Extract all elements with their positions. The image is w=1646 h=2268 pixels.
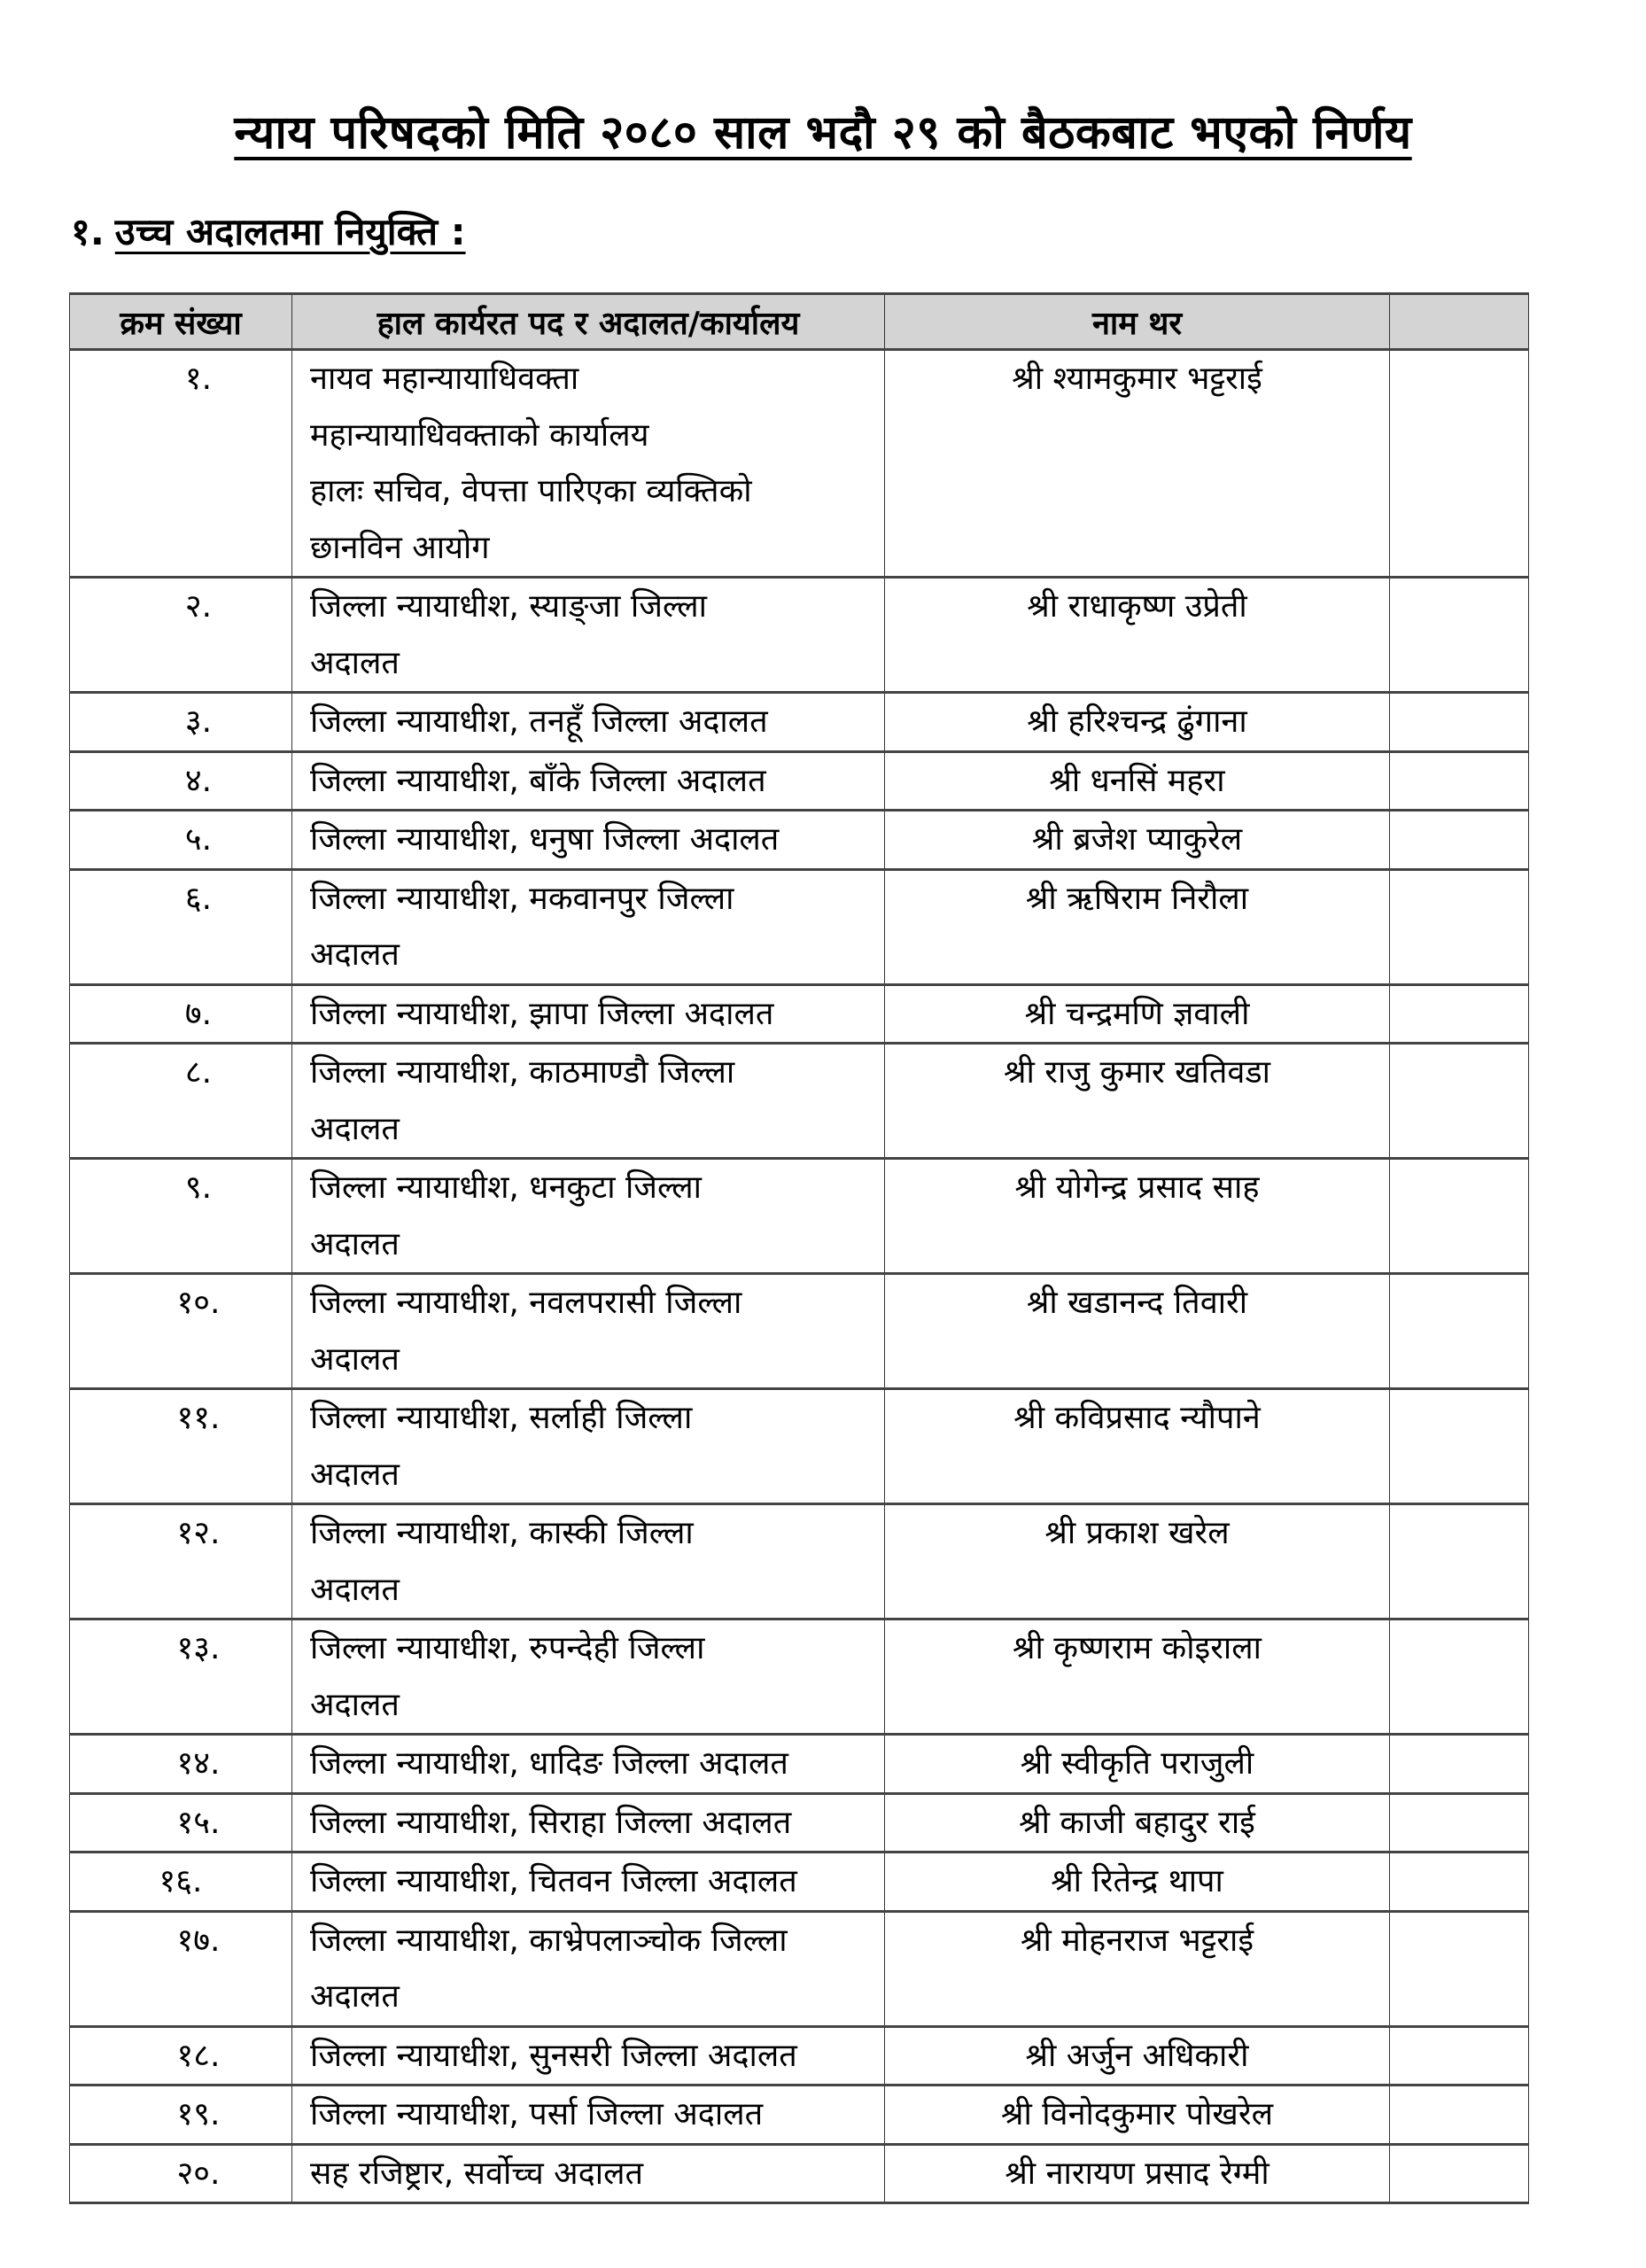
position-line: जिल्ला न्यायाधीश, सर्लाही जिल्ला bbox=[310, 1400, 693, 1436]
position-cell bbox=[292, 869, 885, 984]
serial-number: २. bbox=[70, 578, 292, 693]
table-row bbox=[70, 1159, 1529, 1274]
position-line: छानविन आयोग bbox=[310, 529, 490, 566]
position-cell bbox=[292, 1735, 885, 1794]
position-cell bbox=[292, 751, 885, 811]
position-cell bbox=[292, 1044, 885, 1159]
table-body bbox=[70, 350, 1529, 2203]
position-line: अदालत bbox=[310, 1225, 400, 1262]
table-row bbox=[70, 1504, 1529, 1619]
serial-number: २०. bbox=[70, 2144, 292, 2203]
document-title bbox=[0, 99, 1646, 162]
serial-number: ४. bbox=[70, 751, 292, 811]
remarks-cell bbox=[1390, 2085, 1529, 2145]
table-row bbox=[70, 1274, 1529, 1389]
position-cell bbox=[292, 1793, 885, 1852]
remarks-cell bbox=[1390, 1159, 1529, 1274]
serial-number: ९. bbox=[70, 1159, 292, 1274]
position-line: नायव महान्यायाधिवक्ता bbox=[310, 361, 579, 397]
position-cell bbox=[292, 1911, 885, 2026]
remarks-cell bbox=[1390, 811, 1529, 870]
position-line: अदालत bbox=[310, 1456, 400, 1493]
person-name: श्री विनोदकुमार पोखरेल bbox=[885, 2085, 1390, 2145]
position-cell bbox=[292, 1159, 885, 1274]
remarks-cell bbox=[1390, 1911, 1529, 2026]
person-name: श्री ब्रजेश प्याकुरेल bbox=[885, 811, 1390, 870]
table-row bbox=[70, 1852, 1529, 1912]
position-cell bbox=[292, 578, 885, 693]
table-row bbox=[70, 984, 1529, 1044]
remarks-cell bbox=[1390, 751, 1529, 811]
table-row bbox=[70, 751, 1529, 811]
table-row bbox=[70, 1619, 1529, 1735]
position-line: जिल्ला न्यायाधीश, नवलपरासी जिल्ला bbox=[310, 1285, 742, 1321]
header-name: नाम थर bbox=[885, 294, 1390, 350]
serial-number: १. bbox=[70, 350, 292, 578]
position-line: जिल्ला न्यायाधीश, धनुषा जिल्ला अदालत bbox=[310, 821, 780, 858]
position-cell bbox=[292, 2144, 885, 2203]
position-cell bbox=[292, 1274, 885, 1389]
person-name: श्री योगेन्द्र प्रसाद साह bbox=[885, 1159, 1390, 1274]
table-row bbox=[70, 350, 1529, 578]
position-cell bbox=[292, 1389, 885, 1504]
header-remarks bbox=[1390, 294, 1529, 350]
person-name: श्री ऋषिराम निरौला bbox=[885, 869, 1390, 984]
position-cell bbox=[292, 811, 885, 870]
position-line: अदालत bbox=[310, 1340, 400, 1378]
person-name: श्री हरिश्चन्द्र ढुंगाना bbox=[885, 693, 1390, 752]
remarks-cell bbox=[1390, 1619, 1529, 1735]
serial-number: १६. bbox=[70, 1852, 292, 1912]
serial-number: ७. bbox=[70, 984, 292, 1044]
header-position: हाल कार्यरत पद र अदालत/कार्यालय bbox=[292, 294, 885, 350]
position-line: जिल्ला न्यायाधीश, स्याङ्जा जिल्ला bbox=[310, 588, 707, 625]
position-line: जिल्ला न्यायाधीश, चितवन जिल्ला अदालत bbox=[310, 1863, 797, 1899]
table-row bbox=[70, 1389, 1529, 1504]
position-line: जिल्ला न्यायाधीश, कास्की जिल्ला bbox=[310, 1515, 694, 1551]
position-line: सह रजिष्ट्रार, सर्वोच्च अदालत bbox=[310, 2155, 644, 2192]
document-title-text: न्याय परिषदको मिति २०८० साल भदौ २९ को बैठकबाट भएको निर्णय bbox=[234, 106, 1412, 159]
serial-number: १८. bbox=[70, 2026, 292, 2085]
remarks-cell bbox=[1390, 984, 1529, 1044]
position-line: अदालत bbox=[310, 1686, 400, 1723]
position-line: जिल्ला न्यायाधीश, रुपन्देही जिल्ला bbox=[310, 1630, 705, 1666]
section-heading-text: उच्च अदालतमा नियुक्ति : bbox=[114, 210, 466, 253]
table-row bbox=[70, 2026, 1529, 2085]
serial-number: ५. bbox=[70, 811, 292, 870]
position-line: अदालत bbox=[310, 1110, 400, 1147]
remarks-cell bbox=[1390, 1044, 1529, 1159]
table-row bbox=[70, 869, 1529, 984]
remarks-cell bbox=[1390, 693, 1529, 752]
section-heading bbox=[71, 206, 466, 256]
remarks-cell bbox=[1390, 1852, 1529, 1912]
remarks-cell bbox=[1390, 1735, 1529, 1794]
serial-number: १४. bbox=[70, 1735, 292, 1794]
position-line: जिल्ला न्यायाधीश, धादिङ जिल्ला अदालत bbox=[310, 1745, 788, 1782]
serial-number: ३. bbox=[70, 693, 292, 752]
table-row bbox=[70, 2085, 1529, 2145]
table-row bbox=[70, 693, 1529, 752]
remarks-cell bbox=[1390, 1389, 1529, 1504]
position-cell bbox=[292, 984, 885, 1044]
person-name: श्री मोहनराज भट्टराई bbox=[885, 1911, 1390, 2026]
person-name: श्री राजु कुमार खतिवडा bbox=[885, 1044, 1390, 1159]
position-line: महान्यायाधिवक्ताको कार्यालय bbox=[310, 416, 649, 454]
position-cell bbox=[292, 1852, 885, 1912]
person-name: श्री नारायण प्रसाद रेग्मी bbox=[885, 2144, 1390, 2203]
remarks-cell bbox=[1390, 2026, 1529, 2085]
appointments-table bbox=[69, 292, 1529, 2204]
serial-number: १५. bbox=[70, 1793, 292, 1852]
position-line: अदालत bbox=[310, 1978, 400, 2015]
position-line: अदालत bbox=[310, 1571, 400, 1608]
table-row bbox=[70, 578, 1529, 693]
section-number: १. bbox=[71, 210, 105, 253]
serial-number: १७. bbox=[70, 1911, 292, 2026]
serial-number: १२. bbox=[70, 1504, 292, 1619]
position-line: जिल्ला न्यायाधीश, मकवानपुर जिल्ला bbox=[310, 880, 734, 917]
serial-number: १९. bbox=[70, 2085, 292, 2145]
remarks-cell bbox=[1390, 578, 1529, 693]
person-name: श्री खडानन्द तिवारी bbox=[885, 1274, 1390, 1389]
table-row bbox=[70, 811, 1529, 870]
position-line: अदालत bbox=[310, 644, 400, 681]
position-line: जिल्ला न्यायाधीश, धनकुटा जिल्ला bbox=[310, 1169, 702, 1206]
table-header-row bbox=[70, 294, 1529, 350]
person-name: श्री राधाकृष्ण उप्रेती bbox=[885, 578, 1390, 693]
person-name: श्री प्रकाश खरेल bbox=[885, 1504, 1390, 1619]
position-line: जिल्ला न्यायाधीश, झापा जिल्ला अदालत bbox=[310, 995, 774, 1032]
table-row bbox=[70, 1911, 1529, 2026]
person-name: श्री अर्जुन अधिकारी bbox=[885, 2026, 1390, 2085]
position-line: जिल्ला न्यायाधीश, काभ्रेपलाञ्चोक जिल्ला bbox=[310, 1922, 788, 1959]
position-cell bbox=[292, 693, 885, 752]
person-name: श्री धनसिं महरा bbox=[885, 751, 1390, 811]
remarks-cell bbox=[1390, 1274, 1529, 1389]
header-serial: क्रम संख्या bbox=[70, 294, 292, 350]
position-cell bbox=[292, 2026, 885, 2085]
remarks-cell bbox=[1390, 869, 1529, 984]
position-line: जिल्ला न्यायाधीश, सिराहा जिल्ला अदालत bbox=[310, 1804, 792, 1841]
position-line: जिल्ला न्यायाधीश, पर्सा जिल्ला अदालत bbox=[310, 2096, 764, 2132]
person-name: श्री चन्द्रमणि ज्ञवाली bbox=[885, 984, 1390, 1044]
position-cell bbox=[292, 2085, 885, 2145]
position-cell bbox=[292, 1619, 885, 1735]
serial-number: १०. bbox=[70, 1274, 292, 1389]
person-name: श्री रितेन्द्र थापा bbox=[885, 1852, 1390, 1912]
position-line: जिल्ला न्यायाधीश, तनहूँ जिल्ला अदालत bbox=[310, 703, 768, 740]
position-line: जिल्ला न्यायाधीश, बाँके जिल्ला अदालत bbox=[310, 762, 766, 799]
table-row bbox=[70, 1044, 1529, 1159]
table-row bbox=[70, 2144, 1529, 2203]
remarks-cell bbox=[1390, 2144, 1529, 2203]
person-name: श्री कविप्रसाद न्यौपाने bbox=[885, 1389, 1390, 1504]
serial-number: ११. bbox=[70, 1389, 292, 1504]
position-line: जिल्ला न्यायाधीश, काठमाण्डौ जिल्ला bbox=[310, 1054, 735, 1091]
remarks-cell bbox=[1390, 1793, 1529, 1852]
table-row bbox=[70, 1793, 1529, 1852]
person-name: श्री कृष्णराम कोइराला bbox=[885, 1619, 1390, 1735]
remarks-cell bbox=[1390, 1504, 1529, 1619]
position-line: हालः सचिव, वेपत्ता पारिएका व्यक्तिको bbox=[310, 473, 752, 509]
serial-number: ८. bbox=[70, 1044, 292, 1159]
position-line: जिल्ला न्यायाधीश, सुनसरी जिल्ला अदालत bbox=[310, 2037, 797, 2074]
serial-number: ६. bbox=[70, 869, 292, 984]
position-cell bbox=[292, 1504, 885, 1619]
position-line: अदालत bbox=[310, 936, 400, 973]
person-name: श्री स्वीकृति पराजुली bbox=[885, 1735, 1390, 1794]
position-cell bbox=[292, 350, 885, 578]
person-name: श्री काजी बहादुर राई bbox=[885, 1793, 1390, 1852]
table-row bbox=[70, 1735, 1529, 1794]
remarks-cell bbox=[1390, 350, 1529, 578]
serial-number: १३. bbox=[70, 1619, 292, 1735]
person-name: श्री श्यामकुमार भट्टराई bbox=[885, 350, 1390, 578]
